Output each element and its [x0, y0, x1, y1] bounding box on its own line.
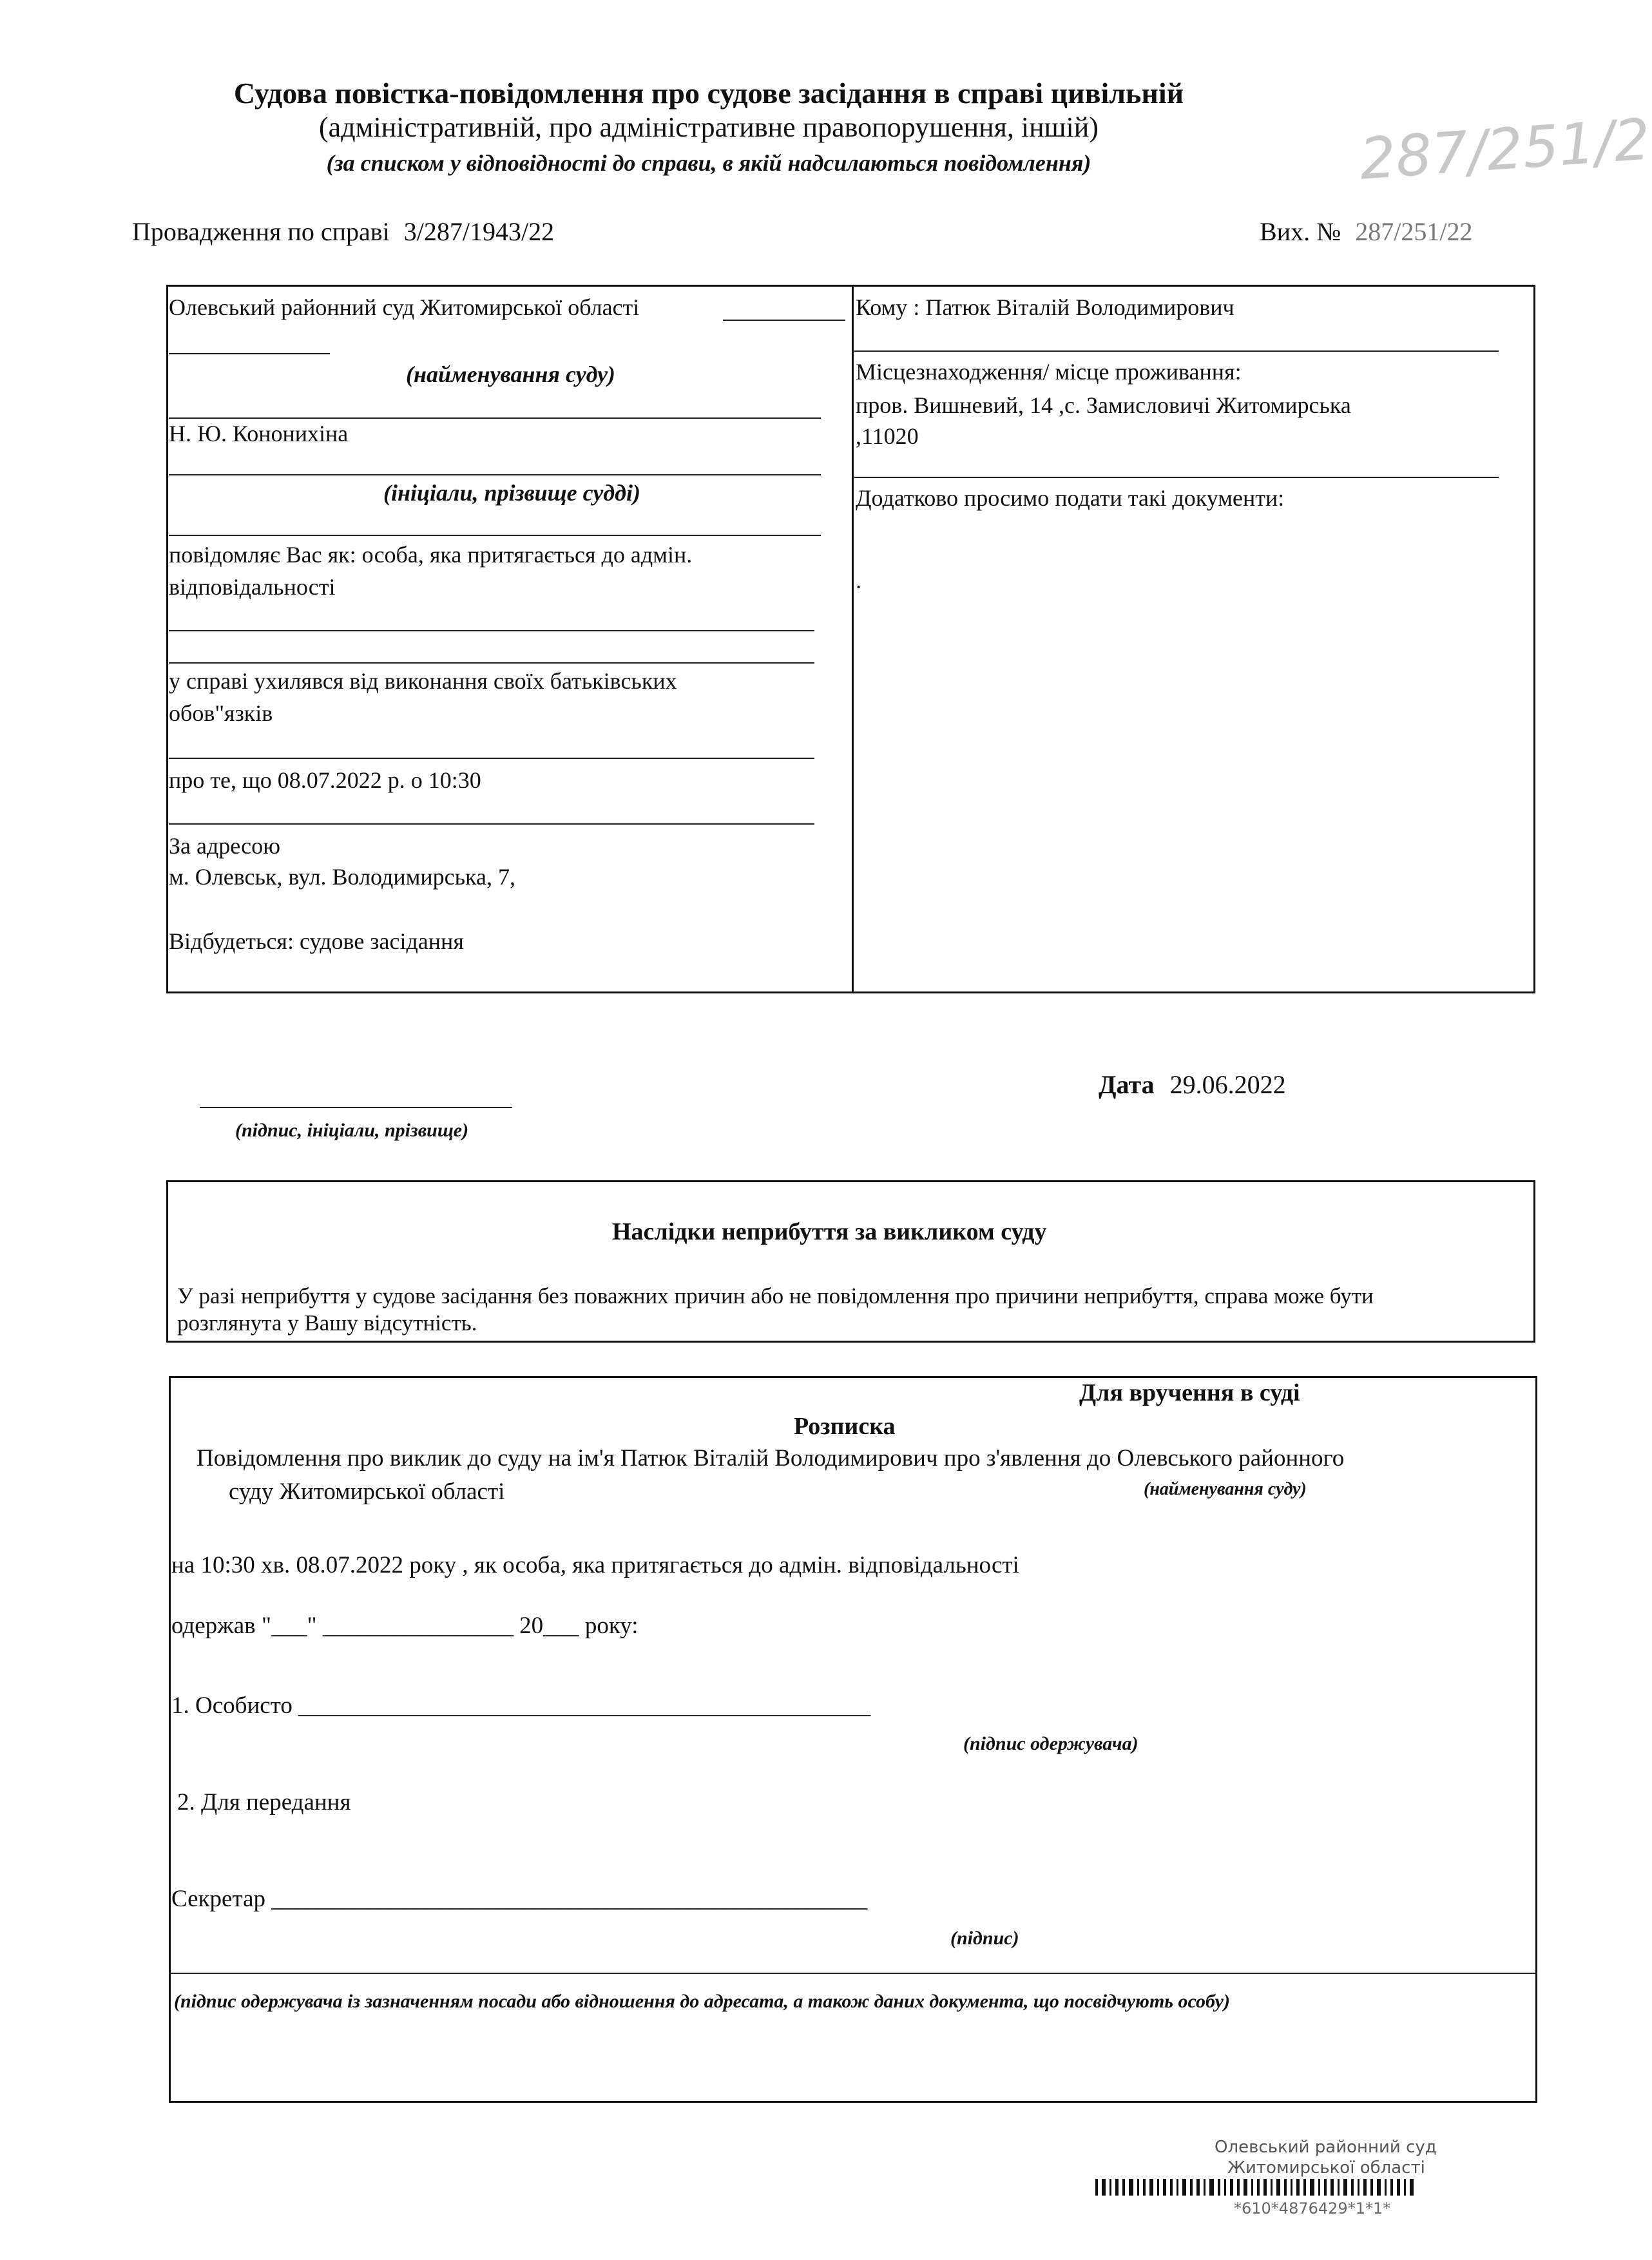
proceeding-label: Провадження по справі	[132, 217, 390, 246]
consequences-title: Наслідки неприбуття за викликом суду	[612, 1218, 1047, 1245]
court-caption: (найменування суду)	[406, 361, 615, 387]
received-date-line: одержав "___" ________________ 20___ року:	[171, 1613, 639, 1639]
hearing-event: Відбудеться: судове засідання	[169, 928, 464, 954]
proceeding-number: 3/287/1943/22	[403, 217, 555, 246]
judge-caption: (ініціали, прізвище судді)	[383, 480, 640, 506]
court-stamp-line-2: Житомирської області	[1227, 2158, 1425, 2178]
role-line-1: повідомляє Вас як: особа, яка притягається до адмін.	[169, 542, 693, 568]
location-line-2: ,11020	[856, 423, 919, 449]
personal-signature-line: 1. Особисто ________________________________________________	[171, 1692, 871, 1719]
notice-date: 29.06.2022	[1169, 1070, 1286, 1099]
hearing-when: про те, що 08.07.2022 р. о 10:30	[169, 767, 481, 793]
document-title: Судова повістка-повідомлення про судове засідання в справі цивільній	[233, 77, 1184, 110]
consequences-text-2: розглянута у Вашу відсутність.	[177, 1310, 477, 1336]
recipient-name: Кому : Патюк Віталій Володимирович	[856, 294, 1234, 320]
date-line	[1099, 1069, 1286, 1100]
receipt-line-2: суду Житомирської області	[229, 1479, 505, 1505]
signature-line	[200, 1107, 512, 1108]
receipt-line-1: Повідомлення про виклик до суду на ім'я Патюк Віталій Володимирович про з'явлення до Олевського районного	[197, 1445, 1345, 1471]
case-line-1: у справі ухилявся від виконання своїх батьківських	[169, 668, 677, 694]
secretary-caption: (підпис)	[950, 1928, 1019, 1949]
location-line-1: пров. Вишневий, 14 ,с. Замисловичі Житомирська	[856, 392, 1351, 418]
judge-name: Н. Ю. Кононихіна	[169, 421, 349, 446]
role-line-2: відповідальності	[169, 574, 336, 600]
personal-caption: (підпис одержувача)	[963, 1733, 1138, 1754]
extra-documents: Додатково просимо подати такі документи:	[856, 485, 1285, 511]
handwritten-number: 287/251/2	[1357, 106, 1652, 193]
barcode	[1095, 2179, 1546, 2196]
secretary-line: Секретар __________________________________________________	[171, 1886, 868, 1912]
address-label: За адресою	[169, 833, 281, 859]
consequences-text-1: У разі неприбуття у судове засідання без поважних причин або не повідомлення про причини неприбуття, справа може бути	[177, 1283, 1374, 1308]
hearing-address: м. Олевськ, вул. Володимирська, 7,	[169, 864, 515, 890]
barcode-text: *610*4876429*1*1*	[1234, 2199, 1391, 2217]
documents-dot: .	[856, 568, 861, 593]
date-label: Дата	[1099, 1070, 1155, 1099]
court-name: Олевський районний суд Житомирської області	[169, 294, 640, 320]
outgoing-number: 287/251/22	[1355, 217, 1473, 246]
receipt-time-line: на 10:30 хв. 08.07.2022 року , як особа, яка притягається до адмін. відповідальності	[171, 1552, 1019, 1578]
document-note: (за списком у відповідності до справи, в якій надсилаються повідомлення)	[326, 150, 1091, 176]
case-line-2: обов"язків	[169, 700, 273, 726]
document-subtitle: (адміністративній, про адміністративне правопорушення, іншій)	[319, 111, 1099, 143]
receipt-footer-caption: (підпис одержувача із зазначенням посади або відношення до адресата, а також даних документа, що посвідчують особу)	[174, 1991, 1230, 2012]
transfer-label: 2. Для передання	[177, 1789, 351, 1815]
receipt-title: Розписка	[794, 1413, 896, 1440]
notice-divider	[852, 285, 854, 993]
receipt-court-caption: (найменування суду)	[1144, 1479, 1307, 1499]
location-label: Місцезнаходження/ місце проживання:	[856, 359, 1242, 385]
court-stamp-line-1: Олевський районний суд	[1215, 2138, 1437, 2157]
signature-caption: (підпис, ініціали, прізвище)	[235, 1120, 469, 1141]
outgoing-label: Вих. №	[1260, 217, 1341, 246]
for-court-label: Для вручення в суді	[1079, 1379, 1300, 1406]
outgoing-line	[1260, 216, 1472, 247]
proceeding-line	[132, 216, 554, 247]
